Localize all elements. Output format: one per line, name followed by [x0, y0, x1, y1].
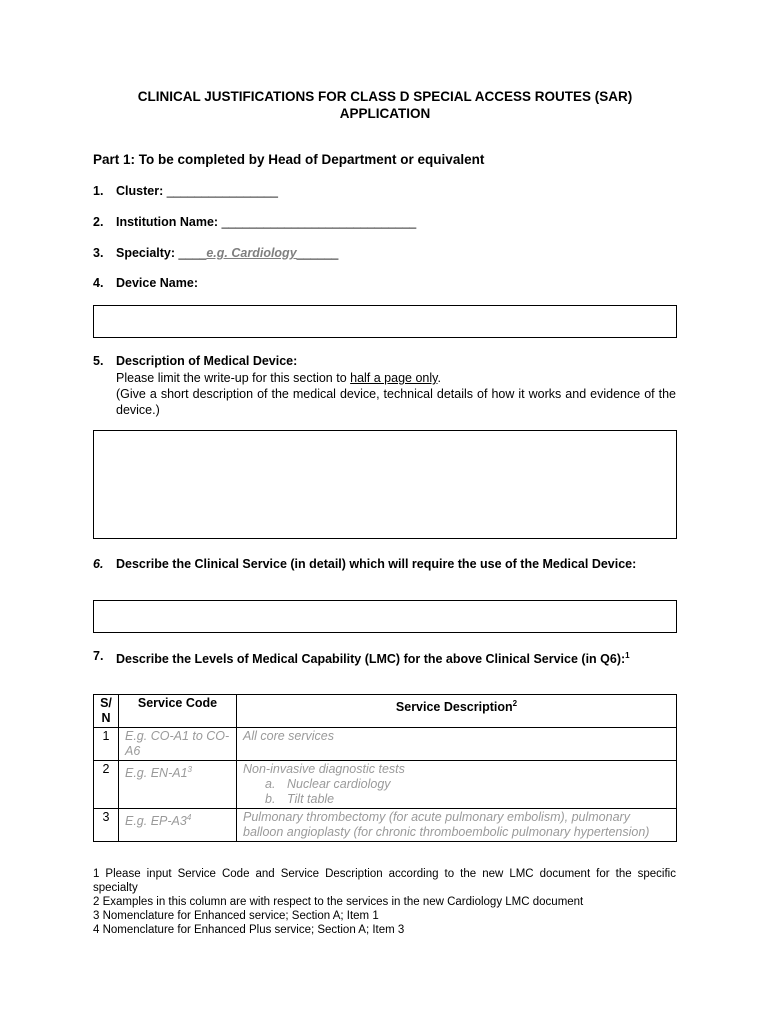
footnote-ref: 4 [186, 813, 192, 822]
sub-text: Nuclear cardiology [287, 777, 391, 791]
question-description [93, 354, 297, 368]
blank-post: ______ [296, 246, 339, 260]
table-row [94, 809, 677, 842]
footnote-3: 3 Nomenclature for Enhanced service; Section A; Item 1 [93, 910, 379, 922]
lmc-table [93, 694, 677, 842]
footnote-ref: 2 [512, 699, 518, 708]
row-service-code[interactable] [119, 809, 237, 842]
blank-pre: ____ [178, 246, 207, 260]
question-label: Specialty: [116, 246, 176, 260]
description-instructions [116, 370, 676, 418]
document-title [60, 88, 710, 122]
row-service-description[interactable]: Pulmonary thrombectomy (for acute pulmonary embolism), pulmonary balloon angioplasty (for chronic thromboembolic pulmonary hypertension) [237, 809, 677, 842]
footnote-2: 2 Examples in this column are with respect to the services in the new Cardiology LMC document [93, 896, 584, 908]
question-cluster [93, 184, 278, 198]
question-clinical-service [93, 556, 677, 572]
row-sn: 1 [94, 728, 119, 761]
question-lmc [93, 648, 677, 667]
question-label: Cluster: [116, 184, 164, 198]
device-description-input[interactable] [93, 430, 677, 539]
table-row [94, 728, 677, 761]
instruction-detail: (Give a short description of the medical device, technical details of how it works and evidence of the device.) [116, 387, 676, 417]
sub-item [265, 792, 670, 807]
clinical-service-input[interactable] [93, 600, 677, 633]
footnote-ref: 3 [187, 765, 192, 774]
footnote-1: 1 Please input Service Code and Service Description according to the new LMC document for the specific specialty [93, 868, 676, 894]
header-service-code: Service Code [119, 695, 237, 728]
sub-text: Tilt table [287, 792, 335, 806]
question-number: 2. [93, 215, 104, 229]
header-desc-text: Service Description [395, 700, 513, 715]
sub-item [265, 777, 670, 792]
question-number: 4. [93, 276, 104, 290]
question-number: 5. [93, 354, 104, 368]
row-sn: 2 [94, 761, 119, 809]
question-number: 7. [93, 649, 104, 663]
row-service-code[interactable]: E.g. CO-A1 to CO-A6 [119, 728, 237, 761]
footnotes [93, 867, 676, 937]
header-service-description [237, 695, 677, 728]
question-label: Device Name: [116, 276, 198, 290]
footnote-ref: 1 [625, 651, 630, 660]
title-line-1: CLINICAL JUSTIFICATIONS FOR CLASS D SPECIAL ACCESS ROUTES (SAR) [137, 89, 633, 104]
question-label: Description of Medical Device: [116, 354, 298, 368]
question-label: Describe the Levels of Medical Capability (LMC) for the above Clinical Service (in Q6): [116, 652, 626, 667]
specialty-hint: e.g. Cardiology [206, 246, 297, 260]
part1-heading: Part 1: To be completed by Head of Department or equivalent [93, 152, 485, 167]
row-service-description[interactable]: All core services [237, 728, 677, 761]
sub-marker: a. [265, 777, 276, 791]
instruction-text: Please limit the write-up for this section to [116, 371, 351, 385]
title-line-2: APPLICATION [339, 106, 431, 121]
question-number: 6. [93, 557, 104, 571]
table-header-row [94, 695, 677, 728]
question-specialty [93, 246, 338, 260]
instruction-period: . [437, 371, 441, 385]
code-text: E.g. EP-A3 [125, 814, 187, 829]
question-label: Institution Name: [116, 215, 219, 229]
row-sn: 3 [94, 809, 119, 842]
question-number: 3. [93, 246, 104, 260]
row-service-description[interactable] [237, 761, 677, 809]
table-row [94, 761, 677, 809]
sub-marker: b. [265, 792, 276, 806]
code-text: E.g. EN-A1 [125, 766, 188, 781]
footnote-4: 4 Nomenclature for Enhanced Plus service; Section A; Item 3 [93, 924, 405, 936]
half-page-emphasis: half a page only [350, 371, 438, 385]
institution-field[interactable]: ____________________________ [221, 215, 417, 229]
question-institution [93, 215, 416, 229]
cluster-field[interactable]: ________________ [166, 184, 278, 198]
specialty-field[interactable] [179, 246, 339, 260]
desc-text: Non-invasive diagnostic tests [243, 762, 405, 776]
question-number: 1. [93, 184, 104, 198]
row-service-code[interactable] [119, 761, 237, 809]
question-device-name [93, 276, 198, 290]
question-label: Describe the Clinical Service (in detail) which will require the use of the Medical Device: [116, 557, 637, 571]
header-sn: S/ N [94, 695, 119, 728]
device-name-input[interactable] [93, 305, 677, 338]
